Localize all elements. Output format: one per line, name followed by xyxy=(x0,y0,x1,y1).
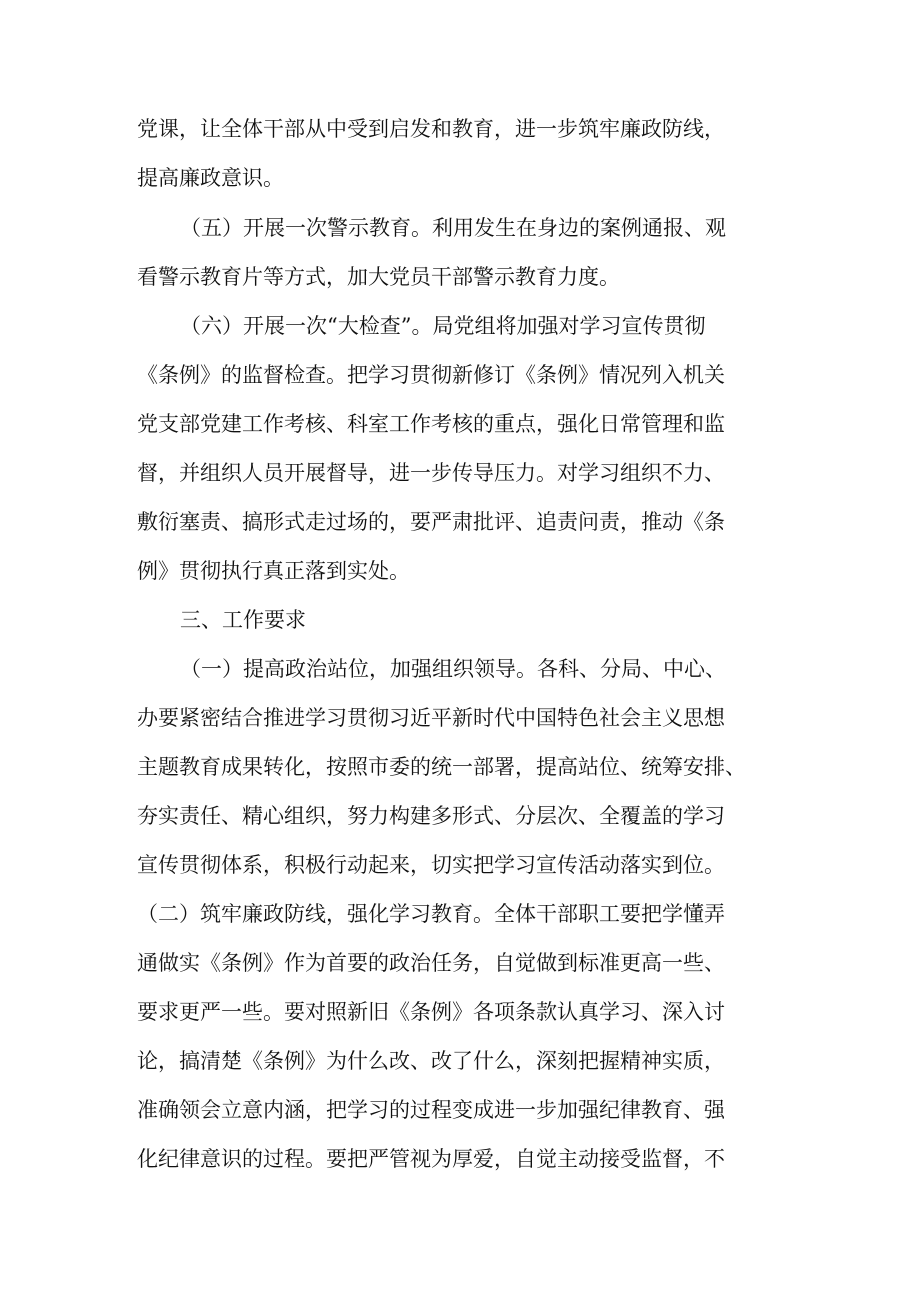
section-heading: 三、工作要求 xyxy=(180,608,306,632)
text-line: （六）开展一次“大检查”。局党组将加强对学习宣传贯彻 xyxy=(180,314,706,338)
text-line: 提高廉政意识。 xyxy=(137,166,284,190)
text-line: 看警示教育片等方式，加大党员干部警示教育力度。 xyxy=(137,265,620,289)
text-line: 化纪律意识的过程。要把严管视为厚爱，自觉主动接受监督，不 xyxy=(137,1147,725,1171)
text-line: 要求更严一些。要对照新旧《条例》各项条款认真学习、深入讨 xyxy=(137,1000,725,1024)
text-line: 夯实责任、精心组织，努力构建多形式、分层次、全覆盖的学习 xyxy=(137,804,725,828)
text-line: 通做实《条例》作为首要的政治任务，自觉做到标准更高一些、 xyxy=(137,951,725,975)
text-line: 宣传贯彻体系，积极行动起来，切实把学习宣传活动落实到位。 xyxy=(137,853,725,877)
text-line: 主题教育成果转化，按照市委的统一部署，提高站位、统筹安排、 xyxy=(137,755,746,779)
text-line: 准确领会立意内涵，把学习的过程变成进一步加强纪律教育、强 xyxy=(137,1098,725,1122)
text-line: 党支部党建工作考核、科室工作考核的重点，强化日常管理和监 xyxy=(137,412,725,436)
text-line: 例》贯彻执行真正落到实处。 xyxy=(137,559,410,583)
text-line: 督，并组织人员开展督导，进一步传导压力。对学习组织不力、 xyxy=(137,461,725,485)
text-line: （五）开展一次警示教育。利用发生在身边的案例通报、观 xyxy=(180,216,726,240)
text-line: 《条例》的监督检查。把学习贯彻新修订《条例》情况列入机关 xyxy=(137,363,725,387)
text-line: 敷衍塞责、搞形式走过场的，要严肃批评、追责问责，推动《条 xyxy=(137,510,725,534)
text-line: （一）提高政治站位，加强组织领导。各科、分局、中心、 xyxy=(180,657,726,681)
text-line: 党课，让全体干部从中受到启发和教育，进一步筑牢廉政防线， xyxy=(137,117,725,141)
text-line: 办要紧密结合推进学习贯彻习近平新时代中国特色社会主义思想 xyxy=(137,706,725,730)
text-line: 论，搞清楚《条例》为什么改、改了什么，深刻把握精神实质， xyxy=(137,1049,725,1073)
text-line: （二）筑牢廉政防线，强化学习教育。全体干部职工要把学懂弄 xyxy=(137,902,725,926)
